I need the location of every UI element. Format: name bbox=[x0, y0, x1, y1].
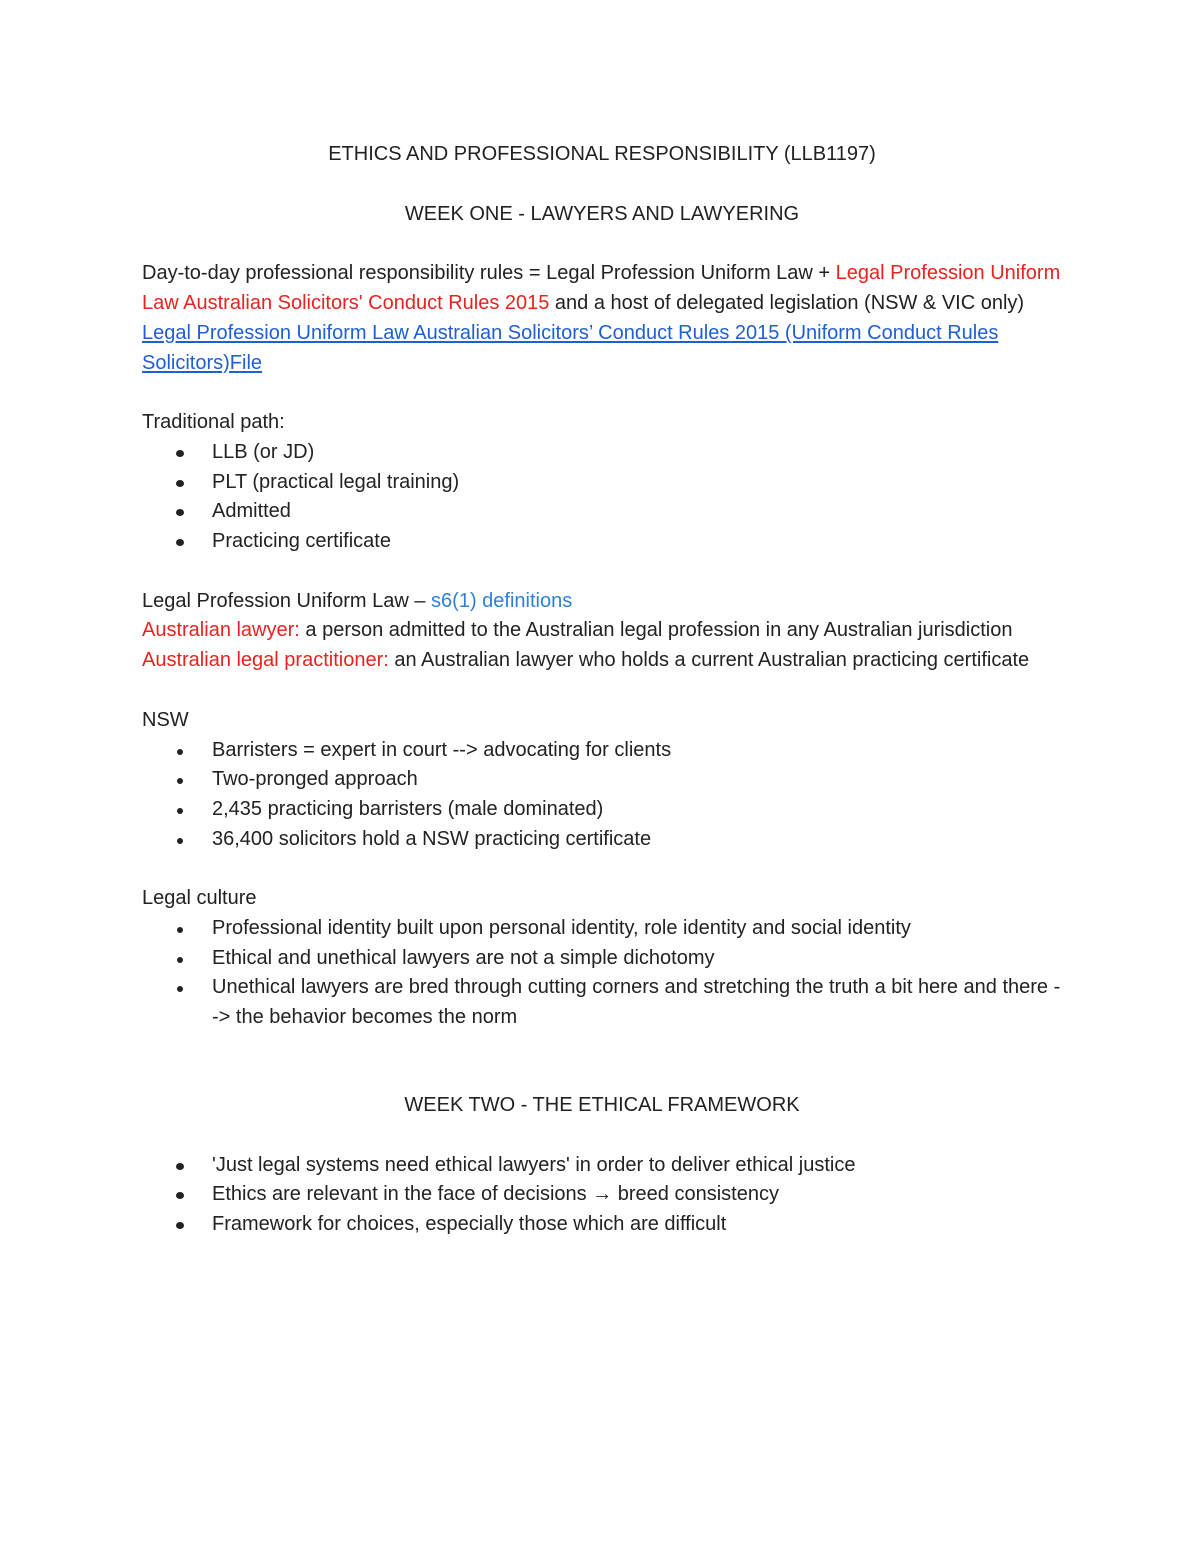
traditional-path-list bbox=[142, 438, 1062, 557]
week-one-heading: WEEK ONE - LAWYERS AND LAWYERING bbox=[404, 202, 800, 225]
legal-culture-label: Legal culture bbox=[142, 887, 257, 910]
document-content bbox=[142, 140, 1062, 1240]
list-item: Ethical and unethical lawyers are not a simple dichotomy bbox=[142, 944, 1062, 974]
bullet-icon bbox=[176, 1163, 184, 1170]
bullet-icon bbox=[177, 808, 183, 814]
list-item: Admitted bbox=[142, 497, 1062, 527]
bullet-icon bbox=[177, 986, 183, 992]
nsw-label: NSW bbox=[142, 708, 189, 731]
bullet-icon bbox=[176, 480, 184, 487]
intro-red-rules: Legal Profession Uniform Law Australian Solicitors' Conduct Rules 2015 bbox=[142, 262, 1061, 315]
week-two-heading: WEEK TWO - THE ETHICAL FRAMEWORK bbox=[404, 1093, 800, 1116]
week-two-list bbox=[142, 1151, 1062, 1240]
list-item: Practicing certificate bbox=[142, 527, 1062, 557]
australian-legal-practitioner-term: Australian legal practitioner: bbox=[142, 649, 389, 672]
bullet-icon bbox=[176, 1222, 184, 1229]
traditional-path-label: Traditional path: bbox=[142, 411, 285, 434]
list-item: 2,435 practicing barristers (male dominated) bbox=[142, 795, 1062, 825]
australian-legal-practitioner-definition bbox=[142, 646, 1062, 676]
australian-lawyer-text: a person admitted to the Australian legal profession in any Australian jurisdiction bbox=[299, 619, 1013, 642]
definitions-heading bbox=[142, 587, 1062, 617]
list-item: Ethics are relevant in the face of decisions → breed consistency bbox=[142, 1180, 1062, 1210]
bullet-icon bbox=[177, 778, 183, 784]
list-item: Two-pronged approach bbox=[142, 765, 1062, 795]
list-item: Barristers = expert in court --> advocating for clients bbox=[142, 736, 1062, 766]
bullet-icon bbox=[177, 749, 183, 755]
bullet-icon bbox=[176, 539, 184, 546]
list-item: LLB (or JD) bbox=[142, 438, 1062, 468]
bullet-icon bbox=[177, 957, 183, 963]
definitions-lead: Legal Profession Uniform Law – bbox=[142, 589, 432, 612]
bullet-icon bbox=[176, 1192, 184, 1199]
definitions-section: s6(1) definitions bbox=[431, 589, 573, 612]
australian-lawyer-definition bbox=[142, 616, 1062, 646]
list-item: Unethical lawyers are bred through cutting corners and stretching the truth a bit here and there --> the behavior becomes the norm bbox=[142, 973, 1062, 1032]
rules-link-paragraph bbox=[142, 319, 1062, 378]
intro-text-end: and a host of delegated legislation (NSW & VIC only) bbox=[549, 292, 1025, 315]
bullet-icon bbox=[177, 927, 183, 933]
legal-culture-list bbox=[142, 914, 1062, 1033]
list-item: Framework for choices, especially those which are difficult bbox=[142, 1210, 1062, 1240]
bullet-icon bbox=[177, 838, 183, 844]
bullet-icon bbox=[176, 450, 184, 457]
australian-legal-practitioner-text: an Australian lawyer who holds a current Australian practicing certificate bbox=[388, 649, 1030, 672]
intro-text-start: Day-to-day professional responsibility rules = Legal Profession Uniform Law + bbox=[142, 262, 836, 285]
list-item: PLT (practical legal training) bbox=[142, 468, 1062, 498]
list-item: 'Just legal systems need ethical lawyers' in order to deliver ethical justice bbox=[142, 1151, 1062, 1181]
conduct-rules-link[interactable]: Legal Profession Uniform Law Australian Solicitors’ Conduct Rules 2015 (Uniform Conduct Rules Solicitors)File bbox=[142, 321, 999, 374]
bullet-icon bbox=[176, 509, 184, 516]
australian-lawyer-term: Australian lawyer: bbox=[142, 619, 300, 642]
list-item: 36,400 solicitors hold a NSW practicing certificate bbox=[142, 825, 1062, 855]
intro-paragraph bbox=[142, 259, 1062, 318]
document-title: ETHICS AND PROFESSIONAL RESPONSIBILITY (LLB1197) bbox=[328, 143, 876, 165]
list-item: Professional identity built upon personal identity, role identity and social identity bbox=[142, 914, 1062, 944]
nsw-list bbox=[142, 736, 1062, 855]
